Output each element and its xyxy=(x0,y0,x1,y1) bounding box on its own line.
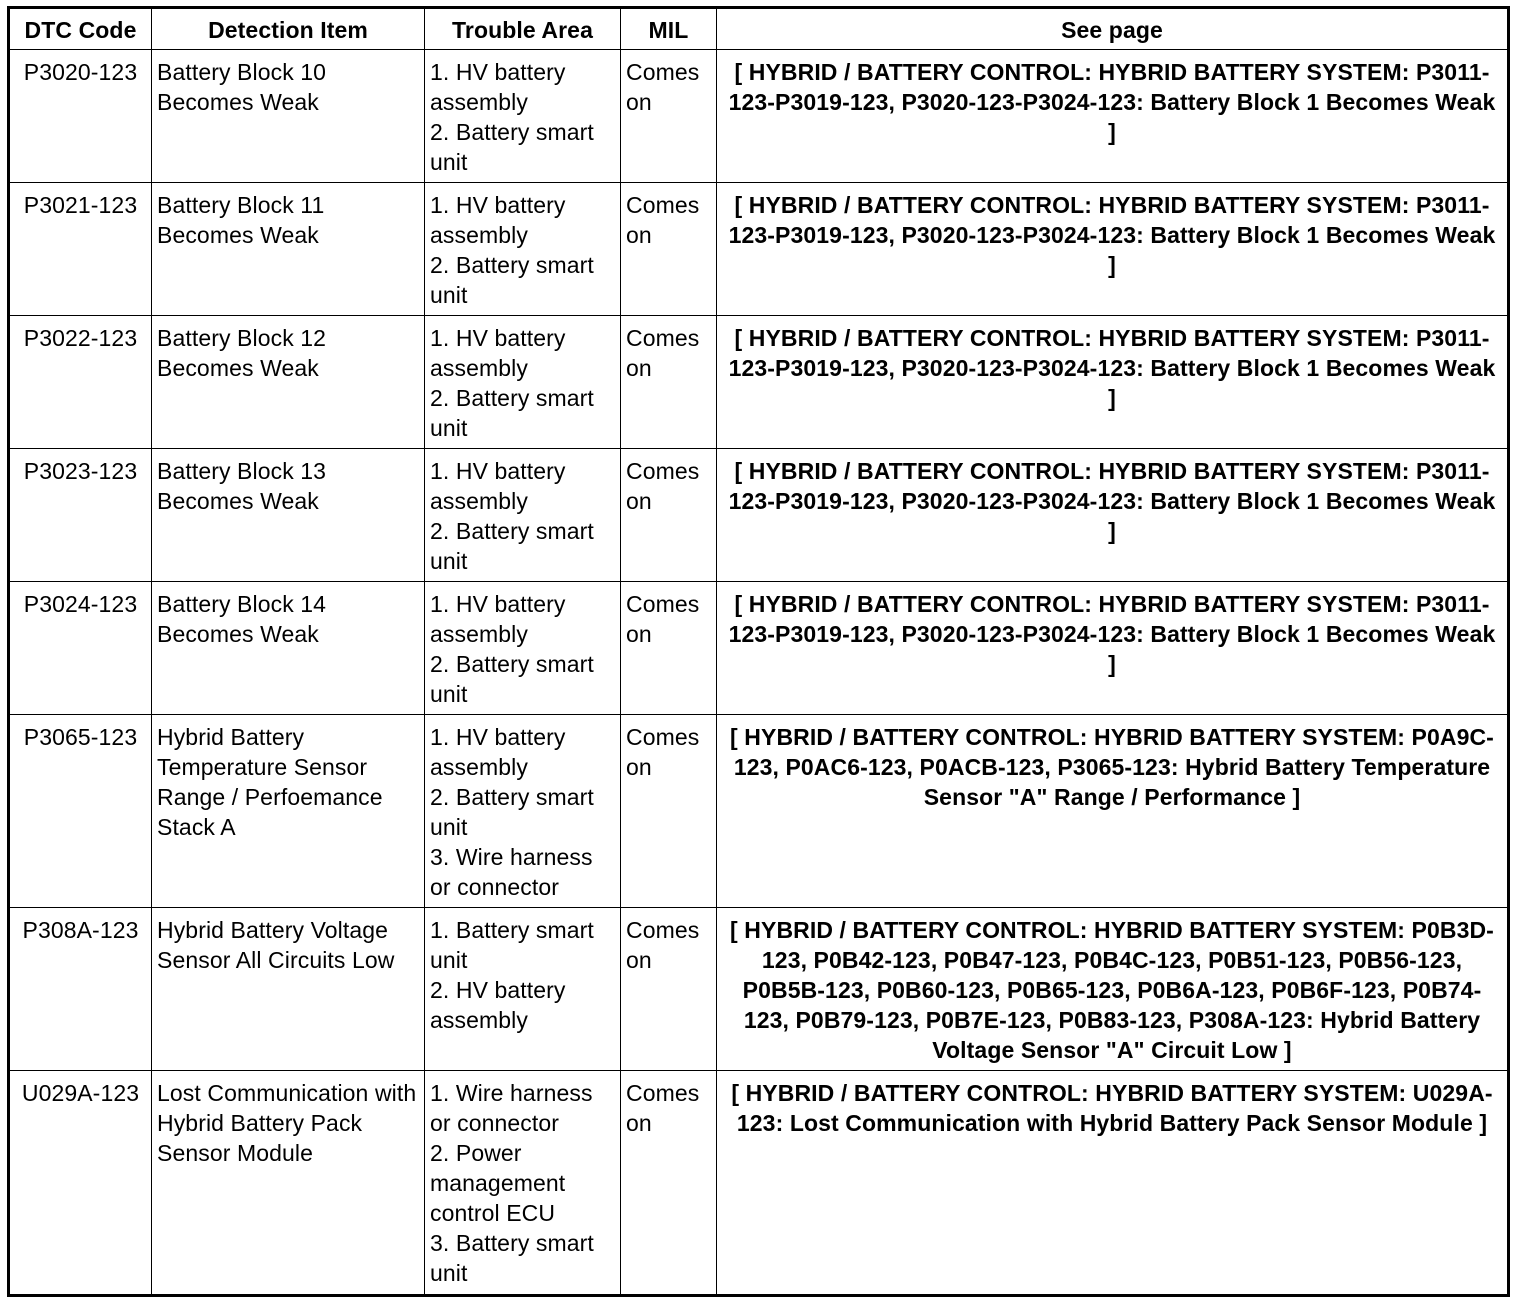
dtc-code-cell: P3021-123 xyxy=(9,183,152,316)
mil-cell: Comes on xyxy=(621,908,717,1071)
mil-cell: Comes on xyxy=(621,316,717,449)
detection-item-cell: Battery Block 11 Becomes Weak xyxy=(152,183,425,316)
trouble-area-item: 2. Power management control ECU xyxy=(430,1140,566,1226)
header-trouble-area: Trouble Area xyxy=(425,8,621,50)
mil-cell: Comes on xyxy=(621,183,717,316)
mil-cell: Comes on xyxy=(621,449,717,582)
trouble-area-cell xyxy=(425,908,621,1071)
trouble-area-cell xyxy=(425,183,621,316)
trouble-area-item: 1. HV battery assembly xyxy=(430,59,566,115)
table-row xyxy=(9,183,1509,316)
mil-cell: Comes on xyxy=(621,50,717,183)
see-page-link[interactable]: [ HYBRID / BATTERY CONTROL: HYBRID BATTERY SYSTEM: P3011-123-P3019-123, P3020-123-P3024-123: Battery Block 1 Becomes Weak ] xyxy=(717,449,1509,582)
trouble-area-item: 1. HV battery assembly xyxy=(430,724,566,780)
see-page-link[interactable]: [ HYBRID / BATTERY CONTROL: HYBRID BATTERY SYSTEM: U029A-123: Lost Communication with Hybrid Battery Pack Sensor Module ] xyxy=(717,1071,1509,1296)
detection-item-cell: Hybrid Battery Voltage Sensor All Circuits Low xyxy=(152,908,425,1071)
detection-item-cell: Battery Block 14 Becomes Weak xyxy=(152,582,425,715)
mil-cell: Comes on xyxy=(621,582,717,715)
detection-item-cell: Lost Communication with Hybrid Battery Pack Sensor Module xyxy=(152,1071,425,1296)
see-page-link[interactable]: [ HYBRID / BATTERY CONTROL: HYBRID BATTERY SYSTEM: P3011-123-P3019-123, P3020-123-P3024-123: Battery Block 1 Becomes Weak ] xyxy=(717,316,1509,449)
table-header-row xyxy=(9,8,1509,50)
trouble-area-item: 1. HV battery assembly xyxy=(430,192,566,248)
dtc-code-cell: P3065-123 xyxy=(9,715,152,908)
dtc-code-cell: P3020-123 xyxy=(9,50,152,183)
trouble-area-item: 3. Wire harness or connector xyxy=(430,844,593,900)
see-page-link[interactable]: [ HYBRID / BATTERY CONTROL: HYBRID BATTERY SYSTEM: P3011-123-P3019-123, P3020-123-P3024-123: Battery Block 1 Becomes Weak ] xyxy=(717,582,1509,715)
see-page-link[interactable]: [ HYBRID / BATTERY CONTROL: HYBRID BATTERY SYSTEM: P3011-123-P3019-123, P3020-123-P3024-123: Battery Block 1 Becomes Weak ] xyxy=(717,183,1509,316)
trouble-area-item: 2. Battery smart unit xyxy=(430,651,594,707)
dtc-code-cell: U029A-123 xyxy=(9,1071,152,1296)
dtc-code-cell: P3024-123 xyxy=(9,582,152,715)
trouble-area-item: 2. Battery smart unit xyxy=(430,385,594,441)
trouble-area-item: 1. Wire harness or connector xyxy=(430,1080,593,1136)
see-page-link[interactable]: [ HYBRID / BATTERY CONTROL: HYBRID BATTERY SYSTEM: P0B3D-123, P0B42-123, P0B47-123, P0B4C-123, P0B51-123, P0B56-123, P0B5B-123, P0B60-123, P0B65-123, P0B6A-123, P0B6F-123, P0B74-123, P0B79-123, P0B7E-123, P0B83-123, P308A-123: Hybrid Battery Voltage Sensor "A" Circuit Low ] xyxy=(717,908,1509,1071)
detection-item-cell: Battery Block 12 Becomes Weak xyxy=(152,316,425,449)
trouble-area-cell xyxy=(425,582,621,715)
trouble-area-item: 2. Battery smart unit xyxy=(430,252,594,308)
trouble-area-item: 3. Battery smart unit xyxy=(430,1230,594,1286)
trouble-area-item: 1. Battery smart unit xyxy=(430,917,594,973)
table-row xyxy=(9,1071,1509,1296)
trouble-area-item: 1. HV battery assembly xyxy=(430,591,566,647)
trouble-area-item: 2. Battery smart unit xyxy=(430,784,594,840)
trouble-area-item: 2. Battery smart unit xyxy=(430,119,594,175)
table-row xyxy=(9,582,1509,715)
see-page-link[interactable]: [ HYBRID / BATTERY CONTROL: HYBRID BATTERY SYSTEM: P3011-123-P3019-123, P3020-123-P3024-123: Battery Block 1 Becomes Weak ] xyxy=(717,50,1509,183)
trouble-area-cell xyxy=(425,316,621,449)
detection-item-cell: Battery Block 10 Becomes Weak xyxy=(152,50,425,183)
mil-cell: Comes on xyxy=(621,1071,717,1296)
trouble-area-item: 1. HV battery assembly xyxy=(430,325,566,381)
trouble-area-cell xyxy=(425,715,621,908)
detection-item-cell: Hybrid Battery Temperature Sensor Range / Perfoemance Stack A xyxy=(152,715,425,908)
header-mil: MIL xyxy=(621,8,717,50)
dtc-code-cell: P3023-123 xyxy=(9,449,152,582)
trouble-area-cell xyxy=(425,449,621,582)
table-row xyxy=(9,908,1509,1071)
header-dtc-code: DTC Code xyxy=(9,8,152,50)
dtc-code-cell: P308A-123 xyxy=(9,908,152,1071)
detection-item-cell: Battery Block 13 Becomes Weak xyxy=(152,449,425,582)
dtc-table xyxy=(7,6,1510,1297)
trouble-area-item: 2. HV battery assembly xyxy=(430,977,566,1033)
header-detection-item: Detection Item xyxy=(152,8,425,50)
table-row xyxy=(9,715,1509,908)
table-row xyxy=(9,316,1509,449)
mil-cell: Comes on xyxy=(621,715,717,908)
trouble-area-cell xyxy=(425,50,621,183)
table-row xyxy=(9,449,1509,582)
trouble-area-item: 1. HV battery assembly xyxy=(430,458,566,514)
trouble-area-cell xyxy=(425,1071,621,1296)
table-row xyxy=(9,50,1509,183)
dtc-code-cell: P3022-123 xyxy=(9,316,152,449)
header-see-page: See page xyxy=(717,8,1509,50)
trouble-area-item: 2. Battery smart unit xyxy=(430,518,594,574)
see-page-link[interactable]: [ HYBRID / BATTERY CONTROL: HYBRID BATTERY SYSTEM: P0A9C-123, P0AC6-123, P0ACB-123, P3065-123: Hybrid Battery Temperature Sensor "A" Range / Performance ] xyxy=(717,715,1509,908)
